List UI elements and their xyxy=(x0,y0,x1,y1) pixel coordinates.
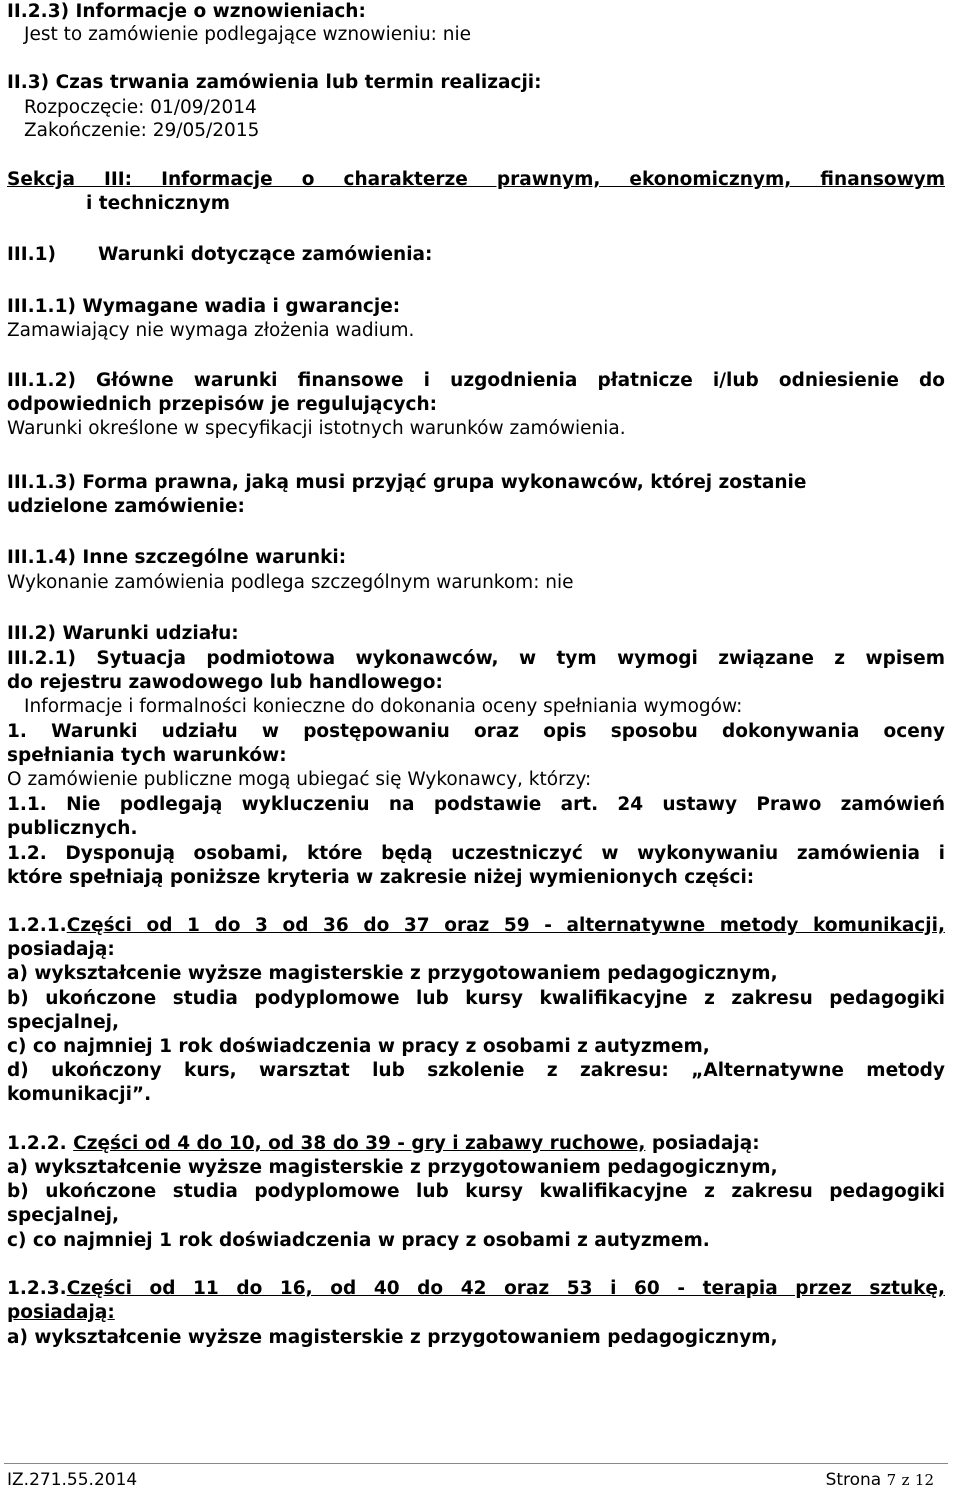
part-121-title xyxy=(7,914,945,939)
conditions-p12-line2: które spełniają poniższe kryteria w zakresie niżej wymienionych części: xyxy=(7,867,755,888)
conditions-p1-line2: spełniania tych warunków: xyxy=(7,745,287,766)
footer-page-number xyxy=(826,1470,934,1490)
part-123-title-cont: posiadają: xyxy=(7,1302,115,1323)
part-123-title-text: Części od 11 do 16, od 40 do 42 oraz 53 i 60 - terapia przez sztukę, xyxy=(66,1278,945,1299)
part-122-title-text: Części od 4 do 10, od 38 do 39 - gry i zabawy ruchowe, xyxy=(73,1133,646,1154)
section-heading-ii-2-3: II.2.3) Informacje o wznowieniach: xyxy=(7,1,366,22)
heading-iii-2-1-line1: III.2.1) Sytuacja podmiotowa wykonawców, w tym wymogi związane z wpisem xyxy=(7,648,945,669)
heading-iii-1-3-line2: udzielone zamówienie: xyxy=(7,496,245,517)
part-121-req-d-line1: d) ukończony kurs, warsztat lub szkolenie z zakresu: „Alternatywne metody xyxy=(7,1060,945,1081)
conditions-p11-line1: 1.1. Nie podlegają wykluczeniu na podstawie art. 24 ustawy Prawo zamówień xyxy=(7,794,945,815)
part-121-req-b-line1: b) ukończone studia podyplomowe lub kursy kwalifikacyjne z zakresu pedagogiki xyxy=(7,988,945,1009)
part-121-req-b-line2: specjalnej, xyxy=(7,1012,120,1033)
heading-iii-1-2-line2: odpowiednich przepisów je regulujących: xyxy=(7,394,438,415)
heading-iii-2: III.2) Warunki udziału: xyxy=(7,623,239,644)
part-122-req-a: a) wykształcenie wyższe magisterskie z przygotowaniem pedagogicznym, xyxy=(7,1157,778,1178)
part-121-number: 1.2.1. xyxy=(7,915,67,936)
conditions-p1-line1: 1. Warunki udziału w postępowaniu oraz opis sposobu dokonywania oceny xyxy=(7,721,945,742)
special-conditions-text: Wykonanie zamówienia podlega szczególnym warunkom: nie xyxy=(7,572,574,593)
part-122-req-b-line1: b) ukończone studia podyplomowe lub kursy kwalifikacyjne z zakresu pedagogiki xyxy=(7,1181,945,1202)
part-123-number: 1.2.3. xyxy=(7,1278,67,1299)
section-iii-title-cont: i technicznym xyxy=(86,193,231,214)
heading-iii-1-4: III.1.4) Inne szczególne warunki: xyxy=(7,547,347,568)
section-iii-title: Sekcja III: Informacje o charakterze prawnym, ekonomicznym, finansowym xyxy=(7,169,945,190)
heading-iii-1-1: III.1.1) Wymagane wadia i gwarancje: xyxy=(7,296,401,317)
part-121-title-text: Części od 1 do 3 od 36 do 37 oraz 59 - alternatywne metody komunikacji, xyxy=(66,915,945,936)
part-122-suffix: posiadają: xyxy=(651,1133,760,1154)
part-121-req-a: a) wykształcenie wyższe magisterskie z przygotowaniem pedagogicznym, xyxy=(7,963,778,984)
part-122-title xyxy=(7,1132,760,1157)
start-date: Rozpoczęcie: 01/09/2014 xyxy=(24,97,257,118)
part-122-req-c: c) co najmniej 1 rok doświadczenia w pracy z osobami z autyzmem. xyxy=(7,1230,710,1251)
section-title-iii-1: Warunki dotyczące zamówienia: xyxy=(98,244,433,265)
footer-reference: IZ.271.55.2014 xyxy=(7,1470,138,1490)
part-122-number: 1.2.2. xyxy=(7,1133,67,1154)
footer-rule xyxy=(4,1463,948,1464)
page-separator: z xyxy=(901,1471,910,1489)
part-122-req-b-line2: specjalnej, xyxy=(7,1205,120,1226)
heading-iii-2-1-line2: do rejestru zawodowego lub handlowego: xyxy=(7,672,443,693)
contractors-text: O zamówienie publiczne mogą ubiegać się Wykonawcy, którzy: xyxy=(7,769,592,790)
end-date: Zakończenie: 29/05/2015 xyxy=(24,120,260,141)
financial-conditions-text: Warunki określone w specyfikacji istotnych warunków zamówienia. xyxy=(7,418,626,439)
part-121-title-cont: posiadają: xyxy=(7,939,115,960)
section-heading-ii-3: II.3) Czas trwania zamówienia lub termin realizacji: xyxy=(7,72,542,93)
conditions-p12-line1: 1.2. Dysponują osobami, które będą uczestniczyć w wykonywaniu zamówienia i xyxy=(7,843,945,864)
section-label-iii-1: III.1) xyxy=(7,244,57,265)
part-123-title xyxy=(7,1277,945,1302)
part-123-req-a: a) wykształcenie wyższe magisterskie z przygotowaniem pedagogicznym, xyxy=(7,1327,778,1348)
heading-iii-1-3-line1: III.1.3) Forma prawna, jaką musi przyjąć grupa wykonawców, której zostanie xyxy=(7,472,807,493)
renewal-text: Jest to zamówienie podlegające wznowieniu: nie xyxy=(24,24,472,45)
page-current: 7 xyxy=(886,1471,897,1489)
page-word: Strona xyxy=(825,1470,882,1490)
part-121-req-d-line2: komunikacji”. xyxy=(7,1084,152,1105)
page-total: 12 xyxy=(914,1471,934,1489)
heading-iii-1-2-line1: III.1.2) Główne warunki finansowe i uzgodnienia płatnicze i/lub odniesienie do xyxy=(7,370,945,391)
conditions-p11-line2: publicznych. xyxy=(7,818,138,839)
part-121-req-c: c) co najmniej 1 rok doświadczenia w pracy z osobami z autyzmem, xyxy=(7,1036,710,1057)
wadium-text: Zamawiający nie wymaga złożenia wadium. xyxy=(7,320,415,341)
assessment-info: Informacje i formalności konieczne do dokonania oceny spełniania wymogów: xyxy=(24,696,743,717)
